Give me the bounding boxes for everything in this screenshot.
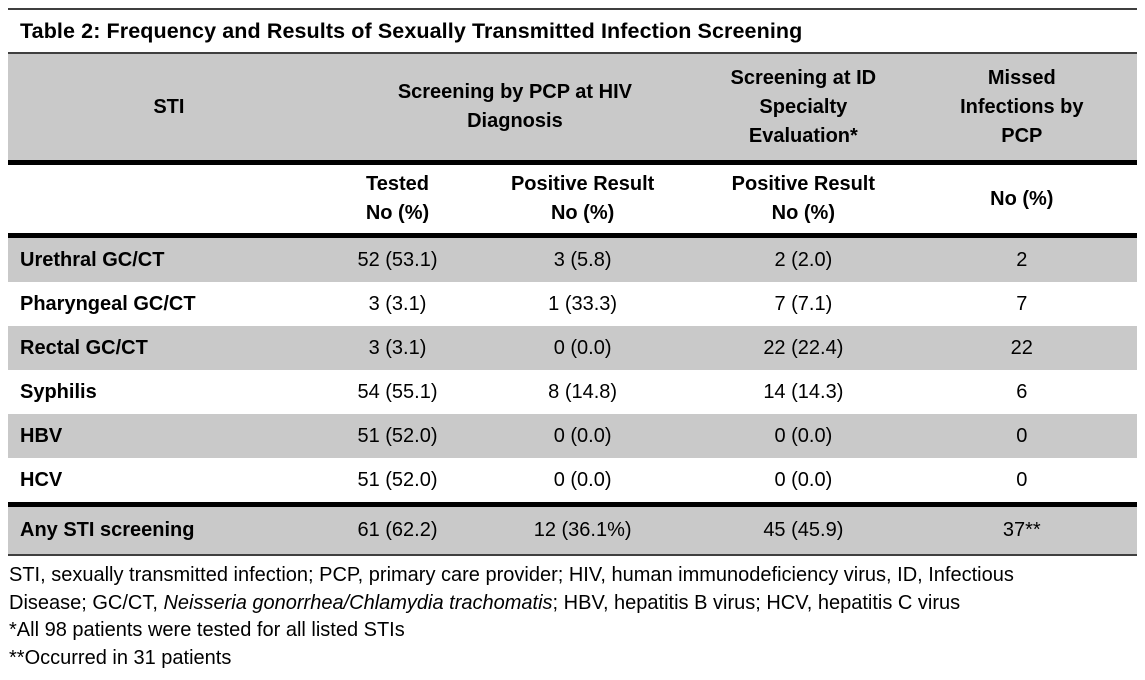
footnote-latin-species-italic: Neisseria gonorrhea/Chlamydia trachomatis bbox=[163, 591, 553, 614]
table-row-hcv bbox=[8, 458, 1137, 502]
table-row-any-sti-total bbox=[8, 507, 1137, 554]
cell-id-positive: 2 (2.0) bbox=[774, 248, 833, 271]
cell-pcp-positive: 3 (5.8) bbox=[553, 248, 612, 271]
table-header-group-row bbox=[8, 54, 1137, 160]
table-row-syphilis bbox=[8, 370, 1137, 414]
cell-missed: 0 bbox=[1016, 424, 1028, 447]
cell-missed: 2 bbox=[1016, 248, 1028, 271]
cell-pcp-positive: 1 (33.3) bbox=[548, 292, 618, 315]
cell-missed: 0 bbox=[1016, 468, 1028, 491]
cell-id-positive: 45 (45.9) bbox=[763, 519, 844, 541]
table-row-rectal bbox=[8, 326, 1137, 370]
table-title: Table 2: Frequency and Results of Sexually Transmitted Infection Screening bbox=[8, 8, 1137, 54]
cell-tested: 61 (62.2) bbox=[357, 519, 438, 541]
cell-sti-name: HCV bbox=[20, 468, 63, 491]
cell-sti-name: Any STI screening bbox=[20, 519, 195, 541]
cell-missed: 7 bbox=[1016, 292, 1028, 315]
cell-pcp-positive: 8 (14.8) bbox=[548, 380, 618, 403]
sti-screening-table bbox=[8, 8, 1137, 672]
cell-sti-name: Urethral GC/CT bbox=[20, 248, 165, 271]
cell-id-positive: 14 (14.3) bbox=[763, 380, 844, 403]
cell-sti-name: HBV bbox=[20, 424, 63, 447]
cell-pcp-positive: 0 (0.0) bbox=[553, 424, 612, 447]
header-pcp-positive: Positive Result No (%) bbox=[510, 173, 655, 224]
cell-tested: 52 (53.1) bbox=[357, 248, 438, 271]
table-header-sub-row bbox=[8, 165, 1137, 233]
header-empty bbox=[8, 165, 330, 233]
header-screening-at-id: Screening at ID Specialty Evaluation* bbox=[730, 66, 877, 147]
header-screening-by-pcp: Screening by PCP at HIV Diagnosis bbox=[397, 81, 632, 132]
cell-tested: 51 (52.0) bbox=[357, 424, 438, 447]
footnote-abbreviations-line1: STI, sexually transmitted infection; PCP, primary care provider; HIV, human immunodeficiency virus, ID, Infectious bbox=[9, 564, 1014, 586]
table-footnotes bbox=[8, 556, 1137, 672]
table-row-hbv bbox=[8, 414, 1137, 458]
header-missed-no-pct: No (%) bbox=[990, 187, 1054, 210]
cell-pcp-positive: 0 (0.0) bbox=[553, 336, 612, 359]
cell-missed: 22 bbox=[1010, 336, 1033, 359]
table-row-pharyngeal bbox=[8, 282, 1137, 326]
cell-pcp-positive: 12 (36.1%) bbox=[533, 519, 632, 541]
cell-tested: 51 (52.0) bbox=[357, 468, 438, 491]
footnote-asterisk: *All 98 patients were tested for all listed STIs bbox=[9, 619, 405, 641]
cell-sti-name: Pharyngeal GC/CT bbox=[20, 292, 196, 315]
cell-sti-name: Rectal GC/CT bbox=[20, 336, 148, 359]
cell-missed: 37** bbox=[1002, 519, 1041, 541]
cell-missed: 6 bbox=[1016, 380, 1028, 403]
cell-id-positive: 0 (0.0) bbox=[774, 468, 833, 491]
cell-id-positive: 7 (7.1) bbox=[774, 292, 833, 315]
header-id-positive: Positive Result No (%) bbox=[731, 173, 876, 224]
cell-tested: 3 (3.1) bbox=[368, 336, 427, 359]
cell-pcp-positive: 0 (0.0) bbox=[553, 468, 612, 491]
cell-id-positive: 0 (0.0) bbox=[774, 424, 833, 447]
cell-tested: 54 (55.1) bbox=[357, 380, 438, 403]
footnote-abbreviations-line2: Disease; GC/CT, Neisseria gonorrhea/Chlamydia trachomatis; HBV, hepatitis B virus; HCV, hepatitis C virus bbox=[9, 591, 961, 614]
cell-tested: 3 (3.1) bbox=[368, 292, 427, 315]
header-missed-infections: Missed Infections by PCP bbox=[960, 66, 1084, 147]
footnote-double-asterisk: **Occurred in 31 patients bbox=[9, 646, 232, 669]
header-tested: Tested No (%) bbox=[365, 173, 430, 224]
cell-sti-name: Syphilis bbox=[20, 380, 97, 403]
cell-id-positive: 22 (22.4) bbox=[763, 336, 844, 359]
table-row-urethral bbox=[8, 238, 1137, 282]
header-sti: STI bbox=[153, 95, 185, 118]
